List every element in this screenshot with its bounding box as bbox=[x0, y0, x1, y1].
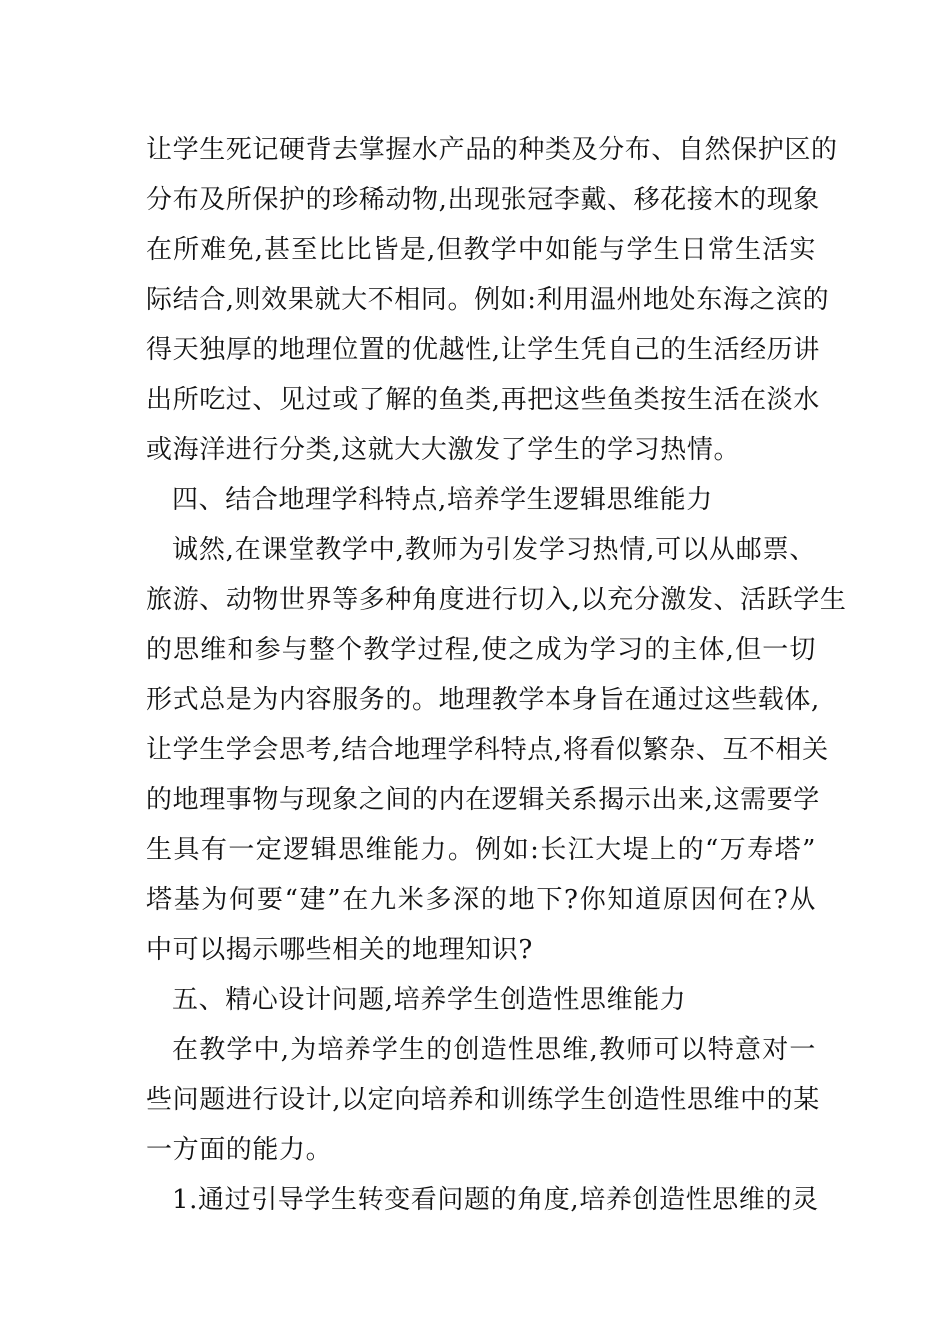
paragraph-line: 得天独厚的地理位置的优越性,让学生凭自己的生活经历讲 bbox=[146, 335, 820, 365]
paragraph-line: 在教学中,为培养学生的创造性思维,教师可以特意对一 bbox=[172, 1035, 816, 1065]
paragraph-line: 出所吃过、见过或了解的鱼类,再把这些鱼类按生活在淡水 bbox=[146, 385, 820, 415]
paragraph-line: 旅游、动物世界等多种角度进行切入,以充分激发、活跃学生 bbox=[146, 585, 847, 615]
list-item: 1.通过引导学生转变看问题的角度,培养创造性思维的灵 bbox=[172, 1185, 819, 1215]
paragraph-line: 让学生学会思考,结合地理学科特点,将看似繁杂、互不相关 bbox=[146, 735, 829, 765]
paragraph-line: 分布及所保护的珍稀动物,出现张冠李戴、移花接木的现象 bbox=[146, 185, 820, 215]
paragraph-line: 中可以揭示哪些相关的地理知识? bbox=[146, 935, 533, 965]
paragraph-line: 的地理事物与现象之间的内在逻辑关系揭示出来,这需要学 bbox=[146, 785, 820, 815]
paragraph-line: 在所难免,甚至比比皆是,但教学中如能与学生日常生活实 bbox=[146, 235, 816, 265]
section-heading: 四、结合地理学科特点,培养学生逻辑思维能力 bbox=[172, 485, 713, 515]
paragraph-line: 些问题进行设计,以定向培养和训练学生创造性思维中的某 bbox=[146, 1085, 820, 1115]
paragraph-line: 或海洋进行分类,这就大大激发了学生的学习热情。 bbox=[146, 435, 741, 465]
section-heading: 五、精心设计问题,培养学生创造性思维能力 bbox=[172, 985, 687, 1015]
paragraph-line: 让学生死记硬背去掌握水产品的种类及分布、自然保护区的 bbox=[146, 135, 838, 165]
paragraph-line: 的思维和参与整个教学过程,使之成为学习的主体,但一切 bbox=[146, 635, 816, 665]
paragraph-line: 生具有一定逻辑思维能力。例如:长江大堤上的“万寿塔” bbox=[146, 835, 816, 865]
paragraph-line: 一方面的能力。 bbox=[146, 1135, 333, 1165]
paragraph-line: 际结合,则效果就大不相同。例如:利用温州地处东海之滨的 bbox=[146, 285, 830, 315]
paragraph-line: 形式总是为内容服务的。地理教学本身旨在通过这些载体, bbox=[146, 685, 820, 715]
paragraph-line: 诚然,在课堂教学中,教师为引发学习热情,可以从邮票、 bbox=[172, 535, 816, 565]
paragraph-line: 塔基为何要“建”在九米多深的地下?你知道原因何在?从 bbox=[146, 885, 816, 915]
